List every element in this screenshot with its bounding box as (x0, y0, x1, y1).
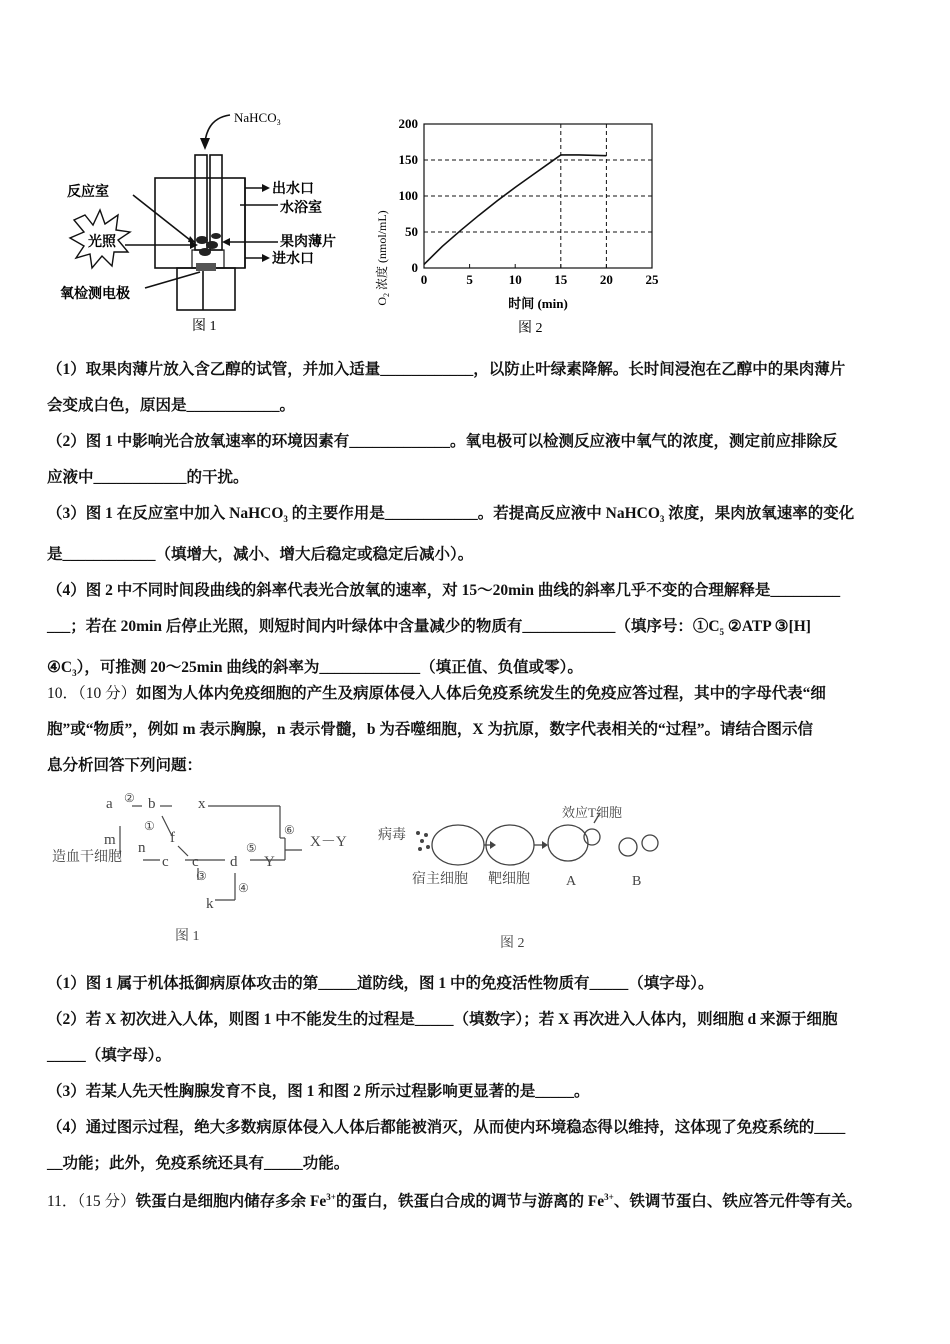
q9-line6: 是____________（填增大，减小、增大后稳定或稳定后减小）。 (47, 546, 474, 564)
effector-t-label: 效应T细胞 (562, 805, 622, 820)
host-cell-label: 宿主细胞 (412, 872, 468, 887)
svg-text:②: ② (124, 791, 135, 805)
immune-figure2-caption: 图 2 (500, 936, 525, 951)
figure2-caption: 图 2 (518, 321, 543, 336)
q10-sub2b: _____（填字母）。 (47, 1047, 172, 1064)
svg-text:c: c (162, 854, 169, 870)
x-tick-label: 15 (554, 272, 568, 287)
q10-sub4b: __功能；此外，免疫系统还具有_____功能。 (47, 1155, 350, 1172)
x-axis-label: 时间 (min) (508, 296, 568, 311)
q9-line5: （3）图 1 在反应室中加入 NaHCO$_3$ 的主要作用是____________。若提高反应液中 NaHCO$_3$ 浓度，果肉放氧速率的变化 (47, 505, 855, 525)
q9-line8: ___；若在 20min 后停止光照，则短时间内叶绿体中含量减少的物质有____________（填序号：$①C_5$ ②ATP ③[H] (47, 618, 811, 638)
svg-text:B: B (632, 874, 642, 889)
q9-block (47, 352, 917, 691)
antigen-antibody-label: X－Y (310, 834, 347, 850)
inlet-label: 进水口 (272, 252, 314, 267)
q10-sub4: （4）通过图示过程，绝大多数病原体侵入人体后都能被消灭，从而使内环境稳态得以维持，这体现了免疫系统的____ (47, 1119, 846, 1136)
target-cell-label: 靶细胞 (488, 872, 530, 887)
q9-line3: （2）图 1 中影响光合放氧速率的环境因素有_____________。氧电极可以检测反应液中氧气的浓度，测定前应排除反 (47, 433, 838, 450)
svg-text:f: f (170, 830, 175, 846)
pulp-slice-label: 果肉薄片 (280, 235, 336, 250)
svg-text:n: n (138, 840, 146, 856)
cell-killing-figure (370, 795, 680, 955)
y-tick-label: 200 (398, 116, 418, 131)
x-tick-label: 20 (599, 272, 613, 287)
y-tick-label: 150 (398, 152, 418, 167)
q11-number: 11．（15 分） (47, 1193, 136, 1211)
svg-text:③: ③ (196, 869, 207, 883)
q9-line7: （4）图 2 中不同时间段曲线的斜率代表光合放氧的速率，对 15～20min 曲线的斜率几乎不变的合理解释是_________ (47, 582, 841, 600)
svg-text:d: d (230, 854, 238, 870)
x-tick-label: 5 (466, 272, 473, 287)
o2-chart (368, 108, 678, 340)
svg-text:k: k (206, 896, 214, 912)
y-tick-label: 50 (405, 224, 418, 239)
water-bath-label: 水浴室 (280, 201, 322, 216)
svg-text:⑥: ⑥ (284, 823, 295, 837)
svg-text:NaHCO3: NaHCO$_3$ (234, 110, 281, 127)
svg-text:a: a (106, 796, 113, 812)
q9-line9: $④C_3$），可推测 20～25min 曲线的斜率为_____________（填正值、负值或零）。 (47, 659, 583, 679)
light-label: 光照 (88, 235, 116, 250)
virus-label: 病毒 (378, 828, 406, 843)
electrode-label: 氧检测电极 (60, 287, 130, 302)
svg-text:④: ④ (238, 881, 249, 895)
q11-block: 11．（15 分）铁蛋白是细胞内储存多余 $Fe^{3+}$的蛋白，铁蛋白合成的调节与游离的 $Fe^{3+}$、铁调节蛋白、铁应答元件等有关。 (47, 1192, 862, 1211)
x-tick-label: 25 (645, 272, 659, 287)
x-tick-label: 10 (508, 272, 522, 287)
series-line-o2 (424, 155, 606, 264)
y-tick-label: 0 (411, 260, 418, 275)
svg-text:x: x (198, 796, 206, 812)
q10-number: 10．（10 分） (47, 685, 137, 702)
svg-text:c: c (192, 854, 199, 870)
q10-sub3: （3）若某人先天性胸腺发育不良，图 1 和图 2 所示过程影响更显著的是_____。 (47, 1083, 590, 1100)
immune-flow-figure (40, 788, 350, 953)
immune-figure1-caption: 图 1 (175, 929, 200, 944)
q10-header: 10．（10 分）如图为人体内免疫细胞的产生及病原体侵入人体后免疫系统发生的免疫应答过程，其中的字母代表“细 胞”或“物质”，例如 m 表示胸腺，n 表示骨髓，b 为吞噬细胞，X 为抗原，数字代表相关的“过程”。请结合图示信 息分析回答下列问题： (47, 685, 826, 774)
y-tick-label: 100 (398, 188, 418, 203)
reaction-chamber-label: 反应室 (67, 185, 109, 200)
q10-questions (47, 966, 917, 1182)
svg-text:A: A (566, 874, 577, 889)
q9-line4: 应液中____________的干扰。 (47, 469, 249, 486)
q10-sub2: （2）若 X 初次进入人体，则图 1 中不能发生的过程是_____（填数字）；若 X 再次进入人体内，则细胞 d 来源于细胞 (47, 1011, 838, 1028)
svg-text:b: b (148, 796, 156, 812)
stem-cell-label: 造血干细胞 (52, 850, 122, 865)
x-tick-label: 0 (420, 272, 428, 287)
svg-text:Y: Y (264, 854, 275, 870)
q10-sub1: （1）图 1 属于机体抵御病原体攻击的第_____道防线，图 1 中的免疫活性物质有_____（填字母）。 (47, 975, 714, 992)
apparatus-figure (40, 100, 360, 345)
y-axis-label: $O_2$ 浓度 (nmol/mL) (375, 210, 391, 306)
svg-text:①: ① (144, 819, 155, 833)
q9-line1: （1）取果肉薄片放入含乙醇的试管，并加入适量____________，以防止叶绿素降解。长时间浸泡在乙醇中的果肉薄片 (47, 361, 846, 378)
svg-text:m: m (104, 832, 116, 848)
q9-line2: 会变成白色，原因是____________。 (47, 397, 296, 414)
figure1-caption: 图 1 (192, 319, 217, 334)
outlet-label: 出水口 (272, 182, 314, 197)
svg-text:⑤: ⑤ (246, 841, 257, 855)
